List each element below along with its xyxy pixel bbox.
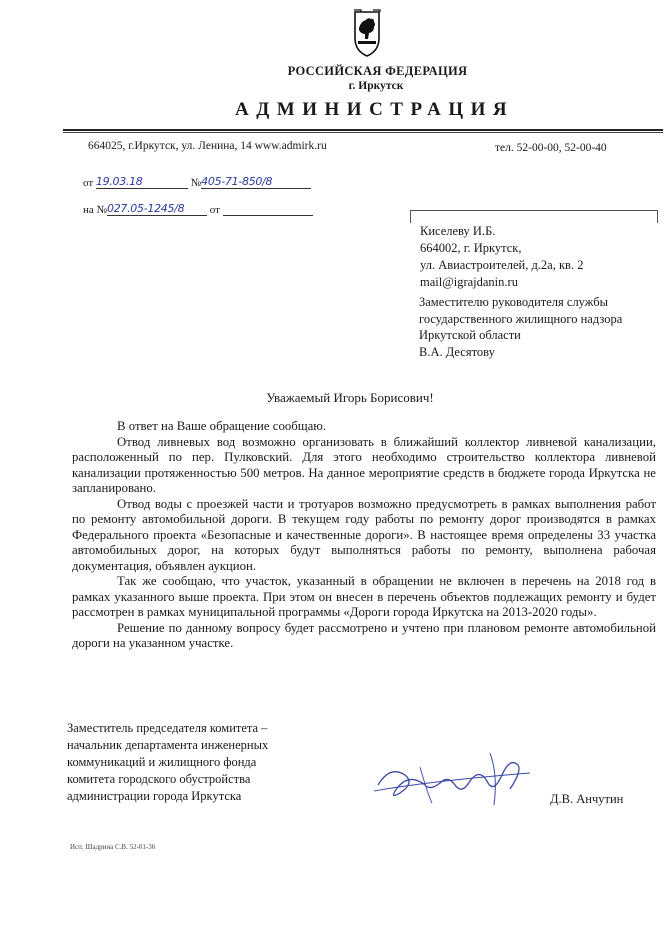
signatory-title-line: коммуникаций и жилищного фонда xyxy=(67,755,257,769)
recipient-first xyxy=(420,223,583,291)
organization-phone: тел. 52-00-00, 52-00-40 xyxy=(495,142,607,154)
recipient-line: государственного жилищного надзора xyxy=(419,311,623,326)
reference-date-blank xyxy=(223,202,313,216)
city-name: г. Иркутск xyxy=(348,80,404,92)
recipient-second xyxy=(419,294,622,360)
number-label: № xyxy=(190,177,202,189)
body-paragraph: Так же сообщаю, что участок, указанный в обращении не включен в перечень на 2018 год в рамках указанного выше проекта. При этом он внесен в перечень объектов подлежащих ремонту и будет рассмотрен в рамках муниципальной программы «Дороги города Иркутска на 2013-2020 годы». xyxy=(72,574,656,619)
country-name: РОССИЙСКАЯ ФЕДЕРАЦИЯ xyxy=(287,64,468,78)
recipient-line: Киселеву И.Б. xyxy=(420,224,496,238)
reference-number: 027.05-1245/8 xyxy=(107,202,207,216)
header-divider xyxy=(63,129,663,131)
executor-info: Исп. Шадрина С.В. 52-01-36 xyxy=(70,843,156,851)
recipient-line: Иркутской области xyxy=(419,328,521,342)
ref-label: на № xyxy=(83,204,108,216)
coat-of-arms-emblem xyxy=(352,8,382,58)
registration-line xyxy=(83,175,311,189)
signatory-title-line: начальник департамента инженерных xyxy=(67,738,269,752)
organization-address: 664025, г.Иркутск, ул. Ленина, 14 www.admirk.ru xyxy=(88,140,327,152)
greeting: Уважаемый Игорь Борисович! xyxy=(266,390,434,405)
recipient-line: 664002, г. Иркутск, xyxy=(420,241,522,255)
signatory-title xyxy=(67,720,268,805)
registration-date: 19.03.18 xyxy=(96,175,188,189)
recipient-line: В.А. Десятову xyxy=(419,344,495,359)
handwritten-signature xyxy=(370,745,540,815)
recipient-line: Заместителю руководителя службы xyxy=(419,295,608,309)
organization-title: АДМИНИСТРАЦИЯ xyxy=(235,99,515,120)
body-paragraph: Решение по данному вопросу будет рассмотрено и учтено при плановом ремонте автомобильной дороги на указанном участке. xyxy=(72,620,656,650)
ref-from-label: от xyxy=(209,204,220,216)
signatory-name: Д.В. Анчутин xyxy=(550,792,624,806)
recipient-line: ул. Авиастроителей, д.2а, кв. 2 xyxy=(420,258,584,272)
signatory-title-line: Заместитель председателя комитета – xyxy=(67,721,268,735)
recipient-line: mail@igrajdanin.ru xyxy=(420,275,518,289)
registration-number: 405-71-850/8 xyxy=(201,175,311,189)
header-divider-thin xyxy=(63,132,663,133)
body-paragraph: Отвод воды с проезжей части и тротуаров возможно предусмотреть в рамках выполнения работ по ремонту автомобильной дороги. В текущем году работы по ремонту дорог производятся в рамках Федерального проекта «Безопасные и качественные дороги». В настоящее время определены 33 участка автомобильных дорог, на которых будут выполняться работы по ремонту, выполнена рабочая документация, объявлен аукцион. xyxy=(72,496,656,573)
from-label: от xyxy=(83,177,94,189)
body-paragraph: Отвод ливневых вод возможно организовать в ближайший коллектор ливневой канализации, расположенный по пер. Пулковский. Для этого необходимо строительство коллектора ливневой канализации протяженностью 500 метров. На данное мероприятие средств в бюджете города Иркутска не запланировано. xyxy=(72,434,656,495)
signatory-title-line: комитета городского обустройства xyxy=(67,772,251,786)
signatory-title-line: администрации города Иркутска xyxy=(67,789,242,803)
letter-body xyxy=(72,419,656,652)
body-paragraph: В ответ на Ваше обращение сообщаю. xyxy=(117,419,327,433)
reference-line xyxy=(83,202,313,216)
